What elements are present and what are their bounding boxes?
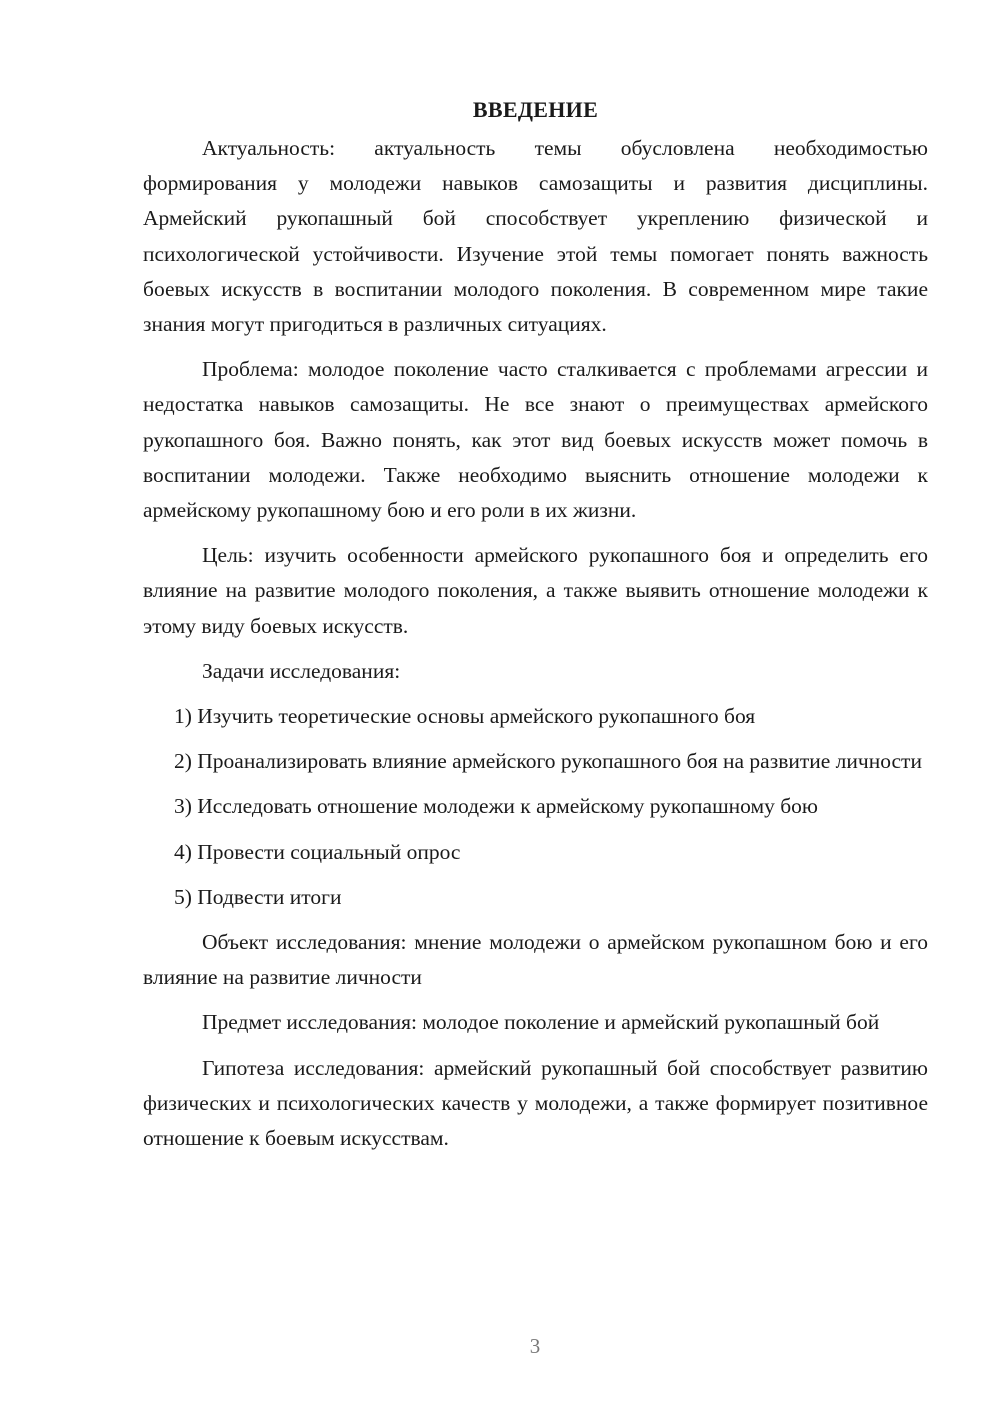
page-number: 3 [529,1334,541,1358]
page-title: ВВЕДЕНИЕ [472,97,599,122]
task-item: 1) Изучить теоретические основы армейского рукопашного боя [174,704,756,729]
tasks-heading: Задачи исследования: [202,658,401,683]
relevance-paragraph: Актуальность: актуальность темы обусловлена необходимостью формирования у молодежи навыков самозащиты и развития дисциплины. Армейский рукопашный бой способствует укреплению физической и психологической устойчивости. Изучение этой темы помогает понять важность боевых искусств в воспитании молодого поколения. В современном мире такие знания могут пригодиться в различных ситуациях. [143,136,928,337]
hypothesis-paragraph: Гипотеза исследования: армейский рукопашный бой способствует развитию физических и психологических качеств у молодежи, а также формирует позитивное отношение к боевым искусствам. [143,1055,928,1151]
object-paragraph: Объект исследования: мнение молодежи о армейском рукопашном бою и его влияние на развитие личности [143,930,928,990]
goal-paragraph: Цель: изучить особенности армейского рукопашного боя и определить его влияние на развитие молодого поколения, а также выявить отношение молодежи к этому виду боевых искусств. [143,543,928,638]
subject-paragraph: Предмет исследования: молодое поколение и армейский рукопашный бой [202,1010,880,1035]
task-item: 2) Проанализировать влияние армейского рукопашного боя на развитие личности [174,749,922,774]
page-content [143,95,928,1166]
task-item: 3) Исследовать отношение молодежи к армейскому рукопашному бою [174,794,818,819]
task-item: 4) Провести социальный опрос [174,839,461,864]
task-item: 5) Подвести итоги [174,884,342,909]
problem-paragraph: Проблема: молодое поколение часто сталкивается с проблемами агрессии и недостатка навыков самозащиты. Не все знают о преимуществах армейского рукопашного боя. Важно понять, как этот вид боевых искусств может помочь в воспитании молодежи. Также необходимо выяснить отношение молодежи к армейскому рукопашному бою и его роли в их жизни. [143,357,928,523]
